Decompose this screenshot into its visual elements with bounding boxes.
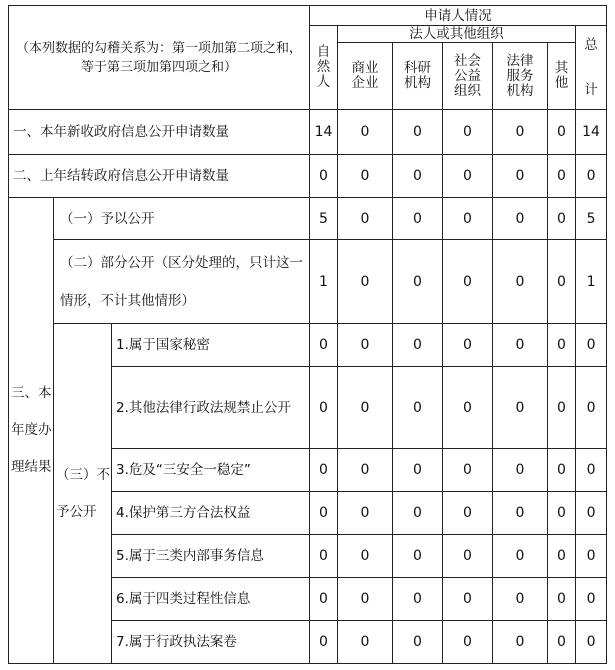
value-cell: 0 (310, 449, 338, 492)
value-cell: 5 (576, 198, 607, 240)
value-cell: 0 (338, 367, 393, 449)
header-research: 科研 机构 (393, 43, 443, 110)
value-cell: 0 (548, 492, 576, 535)
value-cell: 0 (393, 492, 443, 535)
value-cell: 0 (493, 367, 548, 449)
table-row (9, 240, 607, 324)
value-cell: 0 (493, 621, 548, 664)
table-row (9, 155, 607, 198)
value-cell: 0 (548, 367, 576, 449)
row-label: 一、本年新收政府信息公开申请数量 (9, 110, 310, 155)
value-cell: 0 (576, 155, 607, 198)
value-cell: 0 (493, 578, 548, 621)
value-cell: 0 (443, 449, 493, 492)
value-cell: 0 (548, 578, 576, 621)
value-cell: 0 (310, 492, 338, 535)
value-cell: 0 (443, 155, 493, 198)
value-cell: 5 (310, 198, 338, 240)
value-cell: 0 (310, 578, 338, 621)
value-cell: 0 (576, 578, 607, 621)
value-cell: 0 (310, 367, 338, 449)
value-cell: 0 (493, 535, 548, 578)
value-cell: 0 (338, 492, 393, 535)
table-note: （本列数据的勾稽关系为：第一项加第二项之和，等于第三项加第四项之和） (9, 6, 310, 110)
value-cell: 0 (576, 535, 607, 578)
value-cell: 0 (310, 324, 338, 367)
value-cell: 0 (548, 324, 576, 367)
header-total: 总 计 (576, 26, 607, 110)
table-row (9, 324, 607, 367)
value-cell: 0 (393, 621, 443, 664)
value-cell: 0 (443, 535, 493, 578)
value-cell: 0 (393, 578, 443, 621)
value-cell: 0 (393, 110, 443, 155)
row-label: 6.属于四类过程性信息 (112, 578, 310, 621)
value-cell: 0 (338, 578, 393, 621)
value-cell: 0 (443, 198, 493, 240)
value-cell: 0 (443, 621, 493, 664)
value-cell: 0 (443, 110, 493, 155)
value-cell: 0 (576, 367, 607, 449)
value-cell: 0 (493, 198, 548, 240)
header-natural-person: 自 然 人 (310, 26, 338, 110)
value-cell: 0 (443, 367, 493, 449)
row-label: 7.属于行政执法案卷 (112, 621, 310, 664)
table-row (9, 110, 607, 155)
value-cell: 0 (443, 324, 493, 367)
value-cell: 0 (443, 578, 493, 621)
value-cell: 14 (576, 110, 607, 155)
value-cell: 0 (393, 367, 443, 449)
row-label: （一）予以公开 (54, 198, 310, 240)
row-label: 2.其他法律行政法规禁止公开 (112, 367, 310, 449)
value-cell: 0 (576, 492, 607, 535)
value-cell: 0 (548, 449, 576, 492)
value-cell: 0 (493, 240, 548, 324)
value-cell: 0 (393, 240, 443, 324)
value-cell: 0 (493, 492, 548, 535)
header-legal-group: 法人或其他组织 (338, 26, 576, 43)
value-cell: 0 (393, 198, 443, 240)
value-cell: 0 (576, 449, 607, 492)
value-cell: 1 (576, 240, 607, 324)
value-cell: 0 (443, 240, 493, 324)
header-applicant: 申请人情况 (310, 6, 607, 26)
value-cell: 0 (310, 621, 338, 664)
value-cell: 0 (393, 535, 443, 578)
value-cell: 0 (393, 155, 443, 198)
value-cell: 0 (338, 535, 393, 578)
row-label: 5.属于三类内部事务信息 (112, 535, 310, 578)
value-cell: 0 (493, 324, 548, 367)
row-label: （二）部分公开（区分处理的，只计这一情形，不计其他情形） (54, 240, 310, 324)
value-cell: 0 (338, 449, 393, 492)
value-cell: 0 (493, 110, 548, 155)
value-cell: 0 (310, 155, 338, 198)
value-cell: 0 (493, 449, 548, 492)
value-cell: 0 (443, 492, 493, 535)
value-cell: 0 (338, 240, 393, 324)
value-cell: 0 (576, 621, 607, 664)
value-cell: 0 (548, 110, 576, 155)
table-row (9, 198, 607, 240)
row-label: 1.属于国家秘密 (112, 324, 310, 367)
value-cell: 0 (338, 621, 393, 664)
row-label: 4.保护第三方合法权益 (112, 492, 310, 535)
value-cell: 0 (548, 198, 576, 240)
value-cell: 0 (576, 324, 607, 367)
row-label: 二、上年结转政府信息公开申请数量 (9, 155, 310, 198)
value-cell: 0 (548, 240, 576, 324)
header-business: 商业 企业 (338, 43, 393, 110)
value-cell: 0 (548, 535, 576, 578)
value-cell: 14 (310, 110, 338, 155)
header-other: 其 他 (548, 43, 576, 110)
header-social: 社会 公益 组织 (443, 43, 493, 110)
row-label: 3.危及“三安全一稳定” (112, 449, 310, 492)
value-cell: 0 (393, 449, 443, 492)
value-cell: 0 (310, 535, 338, 578)
value-cell: 0 (548, 155, 576, 198)
value-cell: 0 (338, 324, 393, 367)
value-cell: 0 (338, 110, 393, 155)
sub3-label: （三）不予公开 (54, 324, 112, 664)
value-cell: 1 (310, 240, 338, 324)
value-cell: 0 (338, 198, 393, 240)
value-cell: 0 (393, 324, 443, 367)
section3-label: 三、本年度办理结果 (9, 198, 54, 664)
disclosure-statistics-table (8, 5, 607, 664)
value-cell: 0 (493, 155, 548, 198)
header-legal-service: 法律 服务 机构 (493, 43, 548, 110)
value-cell: 0 (548, 621, 576, 664)
value-cell: 0 (338, 155, 393, 198)
